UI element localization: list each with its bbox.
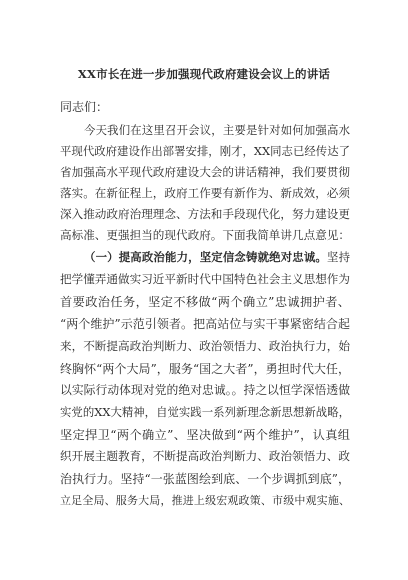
section-heading-tail: 坚持 <box>327 250 350 264</box>
paragraph-line: 把学懂弄通做实习近平新时代中国特色社会主义思想作为 <box>60 272 350 286</box>
paragraph-line: 首要政治任务，坚定不移做“两个确立”忠诚拥护者、 <box>60 295 350 309</box>
greeting: 同志们： <box>60 100 109 114</box>
paragraph-line: 省加强高水平现代政府建设大会的讲话精神，我们要贯彻 <box>60 165 350 179</box>
paragraph-line: 来，不断提高政治判断力、政治领悟力、政治执行力，始 <box>60 339 350 353</box>
paragraph-line: 治执行力。坚持“一张蓝图绘到底、一个步调抓到底”， <box>60 472 350 486</box>
paragraph-line: 平现代政府建设作出部署安排，刚才，XX同志已经传达了 <box>60 144 350 158</box>
paragraph-line: 今天我们在这里召开会议，主要是针对如何加强高水 <box>84 123 350 137</box>
paragraph-line: 终胸怀“两个大局”，服务“国之大者”，勇担时代大任， <box>60 362 350 376</box>
paragraph-line: 落实。在新征程上，政府工作要有新作为、新成效，必须 <box>60 186 350 200</box>
paragraph-line: 实党的XX大精神，自觉实践一系列新理念新思想新战略， <box>60 405 350 419</box>
paragraph-line: 立足全局、服务大局，推进上级宏观政策、市级中观实施、 <box>60 494 350 507</box>
paragraph-line: 深入推动政府治理理念、方法和手段现代化，努力建设更 <box>60 207 350 221</box>
section-heading-line <box>84 252 350 263</box>
paragraph-line: 织开展主题教育，不断提高政治判断力、政治领悟力、政 <box>60 449 350 463</box>
paragraph-line: 坚定捍卫“两个确立”、坚决做到“两个维护”，认真组 <box>60 428 350 442</box>
document-title: XX市长在进一步加强现代政府建设会议上的讲话 <box>77 67 331 81</box>
paragraph-line: “两个维护”示范引领者。把高站位与实干事紧密结合起 <box>60 317 350 331</box>
paragraph-line: 高标准、更强担当的现代政府。下面我简单讲几点意见： <box>60 228 350 242</box>
section-heading: （一）提高政治能力，坚定信念铸就绝对忠诚。 <box>84 250 328 264</box>
paragraph-line: 以实际行动体现对党的绝对忠诚。。持之以恒学深悟透做 <box>60 383 350 397</box>
